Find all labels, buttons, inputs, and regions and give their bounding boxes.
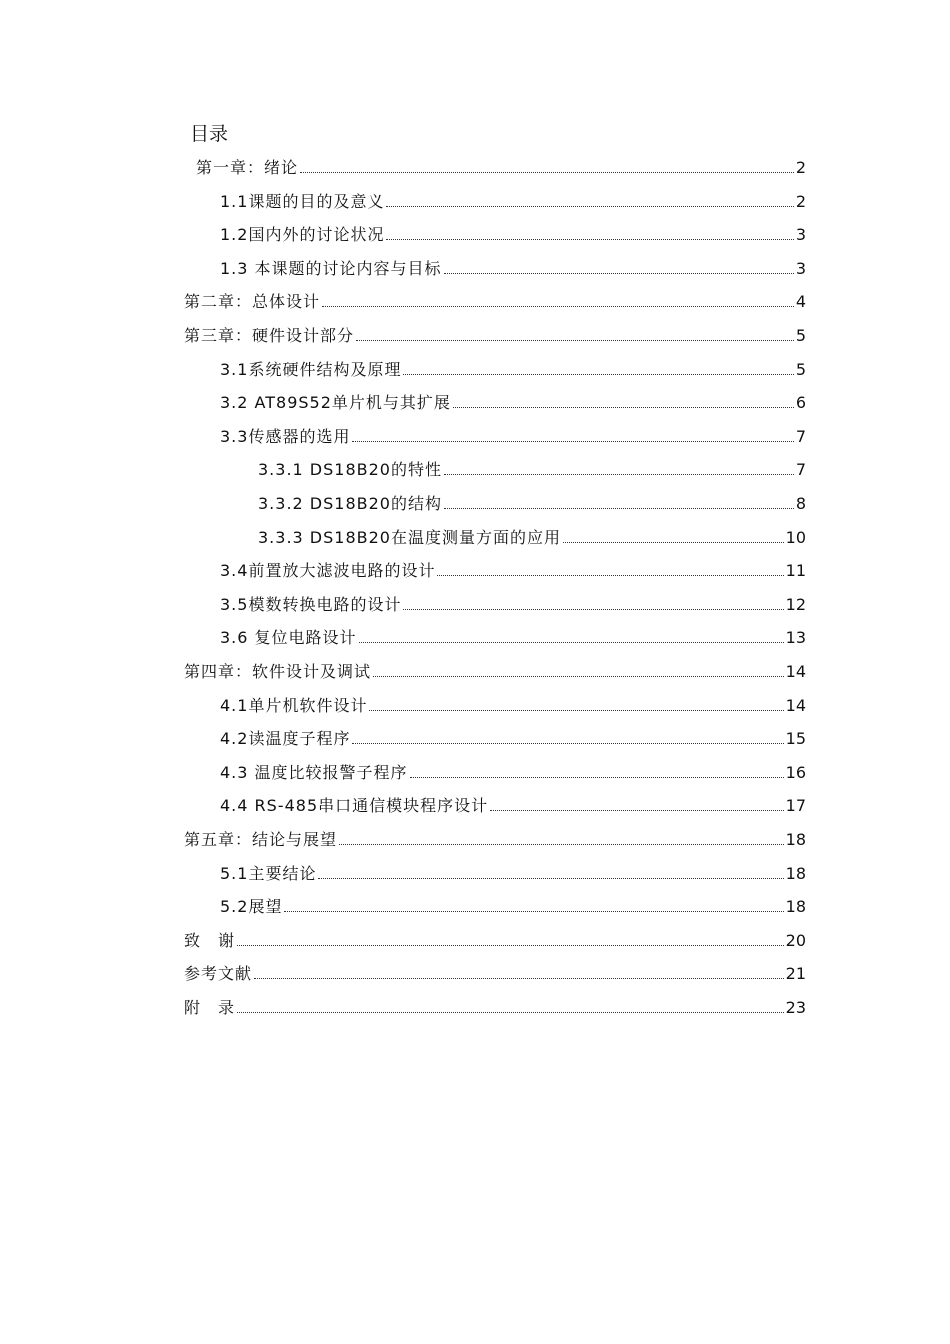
toc-entry-label: 3.1系统硬件结构及原理 xyxy=(220,359,402,379)
toc-entry[interactable] xyxy=(220,687,806,717)
toc-entry-label: 5.2展望 xyxy=(220,897,283,917)
toc-entry-page-number: 23 xyxy=(785,998,806,1017)
toc-entry-label: 3.6 复位电路设计 xyxy=(220,628,357,648)
toc-leader-dots xyxy=(318,877,783,879)
toc-entry-page-number: 21 xyxy=(785,964,806,984)
toc-entry[interactable] xyxy=(258,519,806,549)
toc-entry-label: 1.2国内外的讨论状况 xyxy=(220,225,385,245)
toc-entry-page-number: 11 xyxy=(785,561,806,581)
toc-entry-label: 致 谢 xyxy=(184,930,236,950)
toc-entry[interactable] xyxy=(220,418,806,448)
toc-entry[interactable] xyxy=(220,754,806,784)
toc-leader-dots xyxy=(300,171,794,173)
toc-entry-label: 参考文献 xyxy=(184,964,253,984)
toc-leader-dots xyxy=(490,809,784,811)
toc-entry[interactable] xyxy=(196,149,806,179)
toc-entry-page-number: 2 xyxy=(795,191,806,211)
toc-entry-page-number: 18 xyxy=(785,863,806,883)
toc-entry-page-number: 10 xyxy=(785,527,806,547)
toc-entry-page-number: 3 xyxy=(795,258,806,278)
toc-leader-dots xyxy=(403,608,783,610)
toc-entry[interactable] xyxy=(184,653,806,683)
toc-entry-label: 4.4 RS-485串口通信模块程序设计 xyxy=(220,796,489,816)
toc-entry-page-number: 4 xyxy=(795,292,806,312)
toc-leader-dots xyxy=(356,339,794,341)
toc-leader-dots xyxy=(352,742,783,744)
toc-leader-dots xyxy=(352,440,793,442)
toc-entry-page-number: 3 xyxy=(795,225,806,245)
toc-entry[interactable] xyxy=(184,989,806,1019)
toc-entry-label: 3.3.1 DS18B20的特性 xyxy=(258,460,442,480)
toc-entry-page-number: 5 xyxy=(795,326,806,345)
toc-entry-label: 4.2读温度子程序 xyxy=(220,729,351,749)
toc-leader-dots xyxy=(237,944,784,946)
toc-entry-page-number: 7 xyxy=(795,460,806,480)
toc-entry[interactable] xyxy=(220,216,806,246)
toc-entry-label: 附 录 xyxy=(184,998,236,1017)
toc-entry-page-number: 2 xyxy=(795,158,806,177)
toc-entry-label: 5.1主要结论 xyxy=(220,863,317,883)
toc-entry-label: 第二章：总体设计 xyxy=(184,292,321,312)
toc-leader-dots xyxy=(444,272,794,274)
toc-entry[interactable] xyxy=(258,451,806,481)
toc-entry-label: 第五章：结论与展望 xyxy=(184,830,338,849)
toc-entry-label: 3.3.2 DS18B20的结构 xyxy=(258,494,442,513)
toc-entry[interactable] xyxy=(220,384,806,414)
toc-entry-label: 第三章：硬件设计部分 xyxy=(184,326,355,345)
toc-entry[interactable] xyxy=(220,250,806,280)
toc-leader-dots xyxy=(437,574,783,576)
toc-leader-dots xyxy=(444,507,794,509)
toc-entry-page-number: 17 xyxy=(785,796,806,816)
toc-entry[interactable] xyxy=(220,720,806,750)
toc-entry[interactable] xyxy=(184,283,806,313)
toc-entry-label: 3.4前置放大滤波电路的设计 xyxy=(220,561,436,581)
toc-entry[interactable] xyxy=(220,586,806,616)
toc-leader-dots xyxy=(339,843,784,845)
toc-entry[interactable] xyxy=(184,821,806,851)
toc-entry-label: 1.1课题的目的及意义 xyxy=(220,191,385,211)
toc-entry[interactable] xyxy=(220,855,806,885)
toc-leader-dots xyxy=(386,238,793,240)
toc-leader-dots xyxy=(444,473,794,475)
toc-entry-page-number: 14 xyxy=(785,662,806,681)
toc-entry-label: 第一章：绪论 xyxy=(196,158,299,177)
toc-entry-label: 3.3.3 DS18B20在温度测量方面的应用 xyxy=(258,527,561,547)
toc-leader-dots xyxy=(453,406,794,408)
toc-entry-label: 1.3 本课题的讨论内容与目标 xyxy=(220,258,442,278)
toc-entry[interactable] xyxy=(258,485,806,515)
toc-entry-label: 第四章：软件设计及调试 xyxy=(184,662,372,681)
toc-leader-dots xyxy=(254,977,784,979)
toc-entry-label: 3.2 AT89S52单片机与其扩展 xyxy=(220,393,451,413)
toc-entry-page-number: 8 xyxy=(795,494,806,513)
toc-leader-dots xyxy=(563,541,784,543)
toc-entry[interactable] xyxy=(220,351,806,381)
toc-entry-page-number: 18 xyxy=(785,830,806,849)
toc-leader-dots xyxy=(284,910,783,912)
toc-entry-label: 4.3 温度比较报警子程序 xyxy=(220,762,408,782)
toc-entry-label: 4.1单片机软件设计 xyxy=(220,695,368,715)
toc-entry-page-number: 20 xyxy=(785,930,806,950)
toc-entry-label: 3.3传感器的选用 xyxy=(220,426,351,446)
toc-leader-dots xyxy=(322,305,794,307)
toc-leader-dots xyxy=(410,776,784,778)
toc-entry[interactable] xyxy=(220,552,806,582)
toc-entry-page-number: 5 xyxy=(795,359,806,379)
toc-entry-page-number: 6 xyxy=(795,393,806,413)
toc-entry-page-number: 13 xyxy=(785,628,806,648)
toc-entry-page-number: 15 xyxy=(785,729,806,749)
toc-entry-page-number: 16 xyxy=(785,762,806,782)
toc-entry[interactable] xyxy=(220,619,806,649)
toc-entry[interactable] xyxy=(184,955,806,985)
toc-leader-dots xyxy=(359,641,784,643)
toc-leader-dots xyxy=(237,1011,784,1013)
toc-entry-label: 3.5模数转换电路的设计 xyxy=(220,594,402,614)
toc-leader-dots xyxy=(386,205,793,207)
toc-title: 目录 xyxy=(190,123,229,145)
toc-entry[interactable] xyxy=(220,888,806,918)
toc-entry-page-number: 18 xyxy=(785,897,806,917)
toc-entry-page-number: 14 xyxy=(785,695,806,715)
toc-entry[interactable] xyxy=(184,922,806,952)
toc-entry-page-number: 12 xyxy=(785,594,806,614)
toc-leader-dots xyxy=(373,675,784,677)
toc-leader-dots xyxy=(403,373,793,375)
toc-entry-page-number: 7 xyxy=(795,426,806,446)
toc-entry[interactable] xyxy=(220,787,806,817)
toc-entry[interactable] xyxy=(220,183,806,213)
toc-entry[interactable] xyxy=(184,317,806,347)
toc-leader-dots xyxy=(369,709,783,711)
